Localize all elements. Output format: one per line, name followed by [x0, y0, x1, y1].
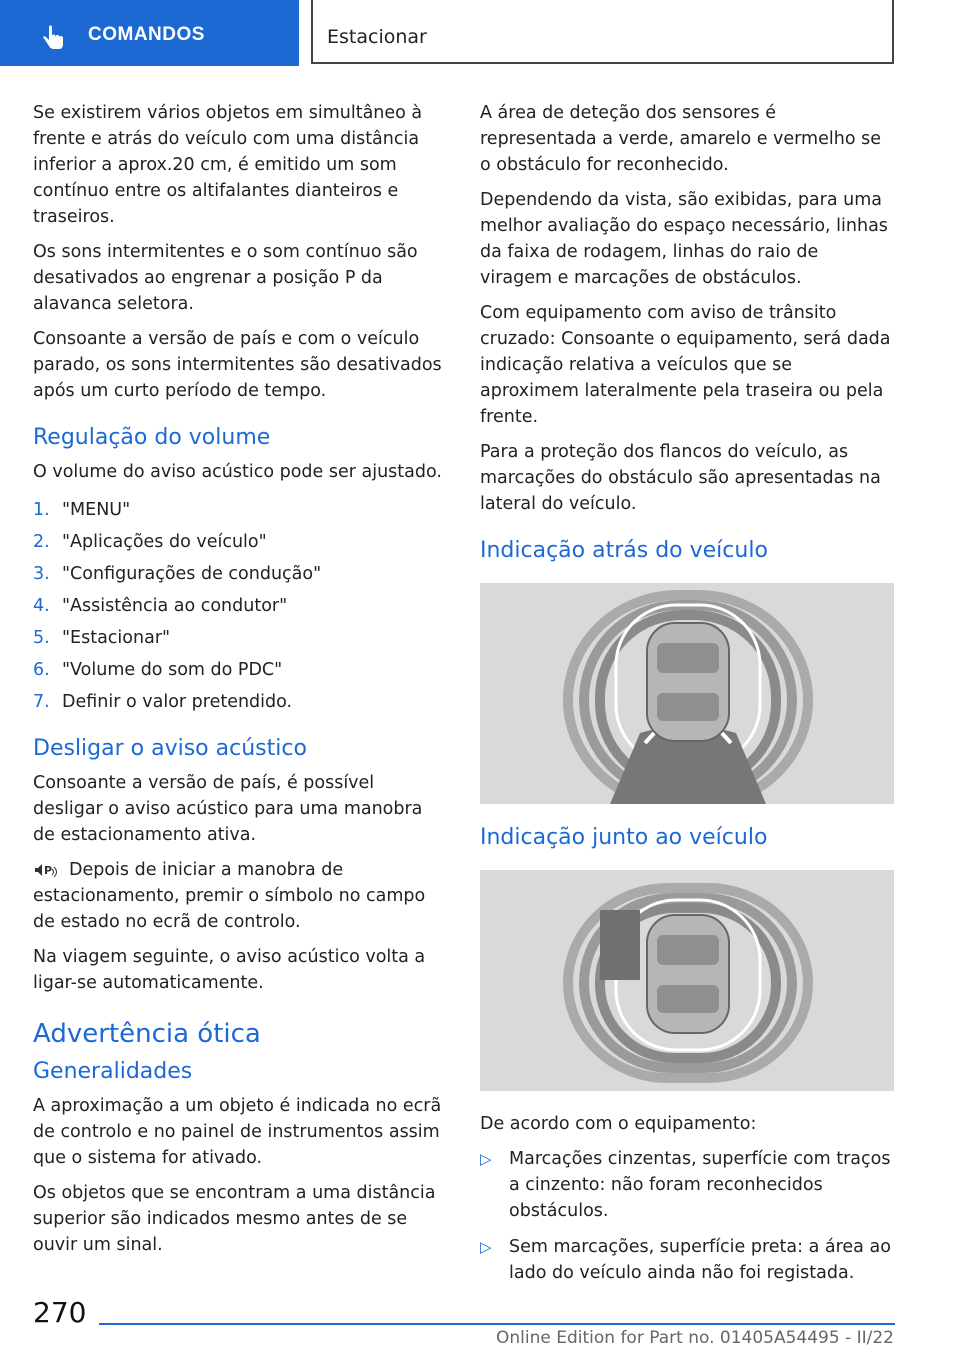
- step-number: 7.: [33, 692, 50, 712]
- figure-rear-view: [480, 583, 894, 804]
- heading-desligar: Desligar o aviso acústico: [33, 736, 307, 761]
- step-number: 2.: [33, 532, 50, 552]
- paragraph: Dependendo da vista, são exibidas, para uma melhor avaliação do espaço necessário, linhas da faixa de rodagem, linhas do raio de viragem e marcações de obstáculos.: [480, 190, 888, 288]
- list-item: [480, 1234, 894, 1286]
- paragraph: Consoante a versão de país, é possível desligar o aviso acústico para uma manobra de estacionamento ativa.: [33, 773, 423, 845]
- bullet-text: Sem marcações, superfície preta: a área ao lado do veículo ainda não foi registada.: [509, 1237, 891, 1283]
- paragraph: De acordo com o equipamento:: [480, 1114, 757, 1134]
- paragraph: A aproximação a um objeto é indicada no ecrã de controlo e no painel de instrumentos assim que o sistema for ativado.: [33, 1096, 442, 1168]
- page-number: 270: [33, 1296, 87, 1329]
- list-item: [33, 529, 447, 555]
- paragraph: Os sons intermitentes e o som contínuo são desativados ao engrenar a posição P da alavanca seletora.: [33, 242, 418, 314]
- paragraph: Se existirem vários objetos em simultâneo à frente e atrás do veículo com uma distância inferior a aprox.20 cm, é emitido um som contínuo entre os altifalantes dianteiros e traseiros.: [33, 103, 423, 227]
- heading-advertencia: Advertência ótica: [33, 1019, 261, 1049]
- list-item: [33, 593, 447, 619]
- bullet-list: [480, 1146, 894, 1286]
- footer-edition: Online Edition for Part no. 01405A54495 - II/22: [495, 1328, 894, 1348]
- heading-volume: Regulação do volume: [33, 425, 271, 450]
- list-item: [33, 625, 447, 651]
- list-item: [33, 561, 447, 587]
- car-sensor-illustration-rear: [480, 583, 894, 804]
- header-title: Estacionar: [327, 26, 427, 48]
- bullet-marker: ▷: [480, 1238, 492, 1256]
- list-item: [33, 657, 447, 683]
- paragraph: Na viagem seguinte, o aviso acústico volta a ligar-se automaticamente.: [33, 947, 426, 993]
- left-column: [33, 100, 447, 1267]
- paragraph: Com equipamento com aviso de trânsito cruzado: Consoante o equipamento, será dada indicação relativa a veículos que se aproximem lateralmente pela traseira ou pela frente.: [480, 303, 891, 427]
- step-text: "Assistência ao condutor": [62, 596, 288, 616]
- step-text: "MENU": [62, 500, 131, 520]
- list-item: [480, 1146, 894, 1224]
- step-text: "Aplicações do veículo": [62, 532, 267, 552]
- right-column: [480, 100, 894, 1296]
- step-text: "Configurações de condução": [62, 564, 322, 584]
- step-number: 5.: [33, 628, 50, 648]
- hand-pointer-icon: [38, 23, 68, 53]
- bullet-marker: ▷: [480, 1150, 492, 1168]
- header-section-tab: [0, 0, 299, 66]
- list-item: [33, 689, 447, 715]
- step-number: 3.: [33, 564, 50, 584]
- step-number: 6.: [33, 660, 50, 680]
- list-item: [33, 497, 447, 523]
- steps-list: [33, 497, 447, 715]
- step-number: 1.: [33, 500, 50, 520]
- heading-generalidades: Generalidades: [33, 1059, 193, 1084]
- paragraph: Para a proteção dos flancos do veículo, as marcações do obstáculo são apresentadas na lateral do veículo.: [480, 442, 881, 514]
- paragraph: Consoante a versão de país e com o veículo parado, os sons intermitentes são desativados após um curto período de tempo.: [33, 329, 442, 401]
- pdc-sound-icon: [33, 861, 61, 879]
- paragraph: Os objetos que se encontram a uma distância superior são indicados mesmo antes de se ouvir um sinal.: [33, 1183, 436, 1255]
- step-text: Definir o valor pretendido.: [62, 692, 293, 712]
- step-number: 4.: [33, 596, 50, 616]
- svg-text:P: P: [44, 864, 53, 877]
- step-text: "Estacionar": [62, 628, 171, 648]
- paragraph-with-icon: [33, 857, 447, 935]
- paragraph-text: Depois de iniciar a manobra de estacionamento, premir o símbolo no campo de estado no ecrã de controlo.: [33, 860, 426, 932]
- car-sensor-illustration-side: [480, 870, 894, 1091]
- heading-junto: Indicação junto ao veículo: [480, 825, 768, 850]
- step-text: "Volume do som do PDC": [62, 660, 283, 680]
- header-section-label: COMANDOS: [88, 24, 205, 45]
- bullet-text: Marcações cinzentas, superfície com traços a cinzento: não foram reconhecidos obstáculos.: [509, 1149, 891, 1221]
- paragraph: O volume do aviso acústico pode ser ajustado.: [33, 462, 442, 482]
- heading-atras: Indicação atrás do veículo: [480, 538, 768, 563]
- figure-side-view: [480, 870, 894, 1091]
- paragraph: A área de deteção dos sensores é representada a verde, amarelo e vermelho se o obstáculo for reconhecido.: [480, 103, 881, 175]
- footer-divider: [99, 1323, 895, 1325]
